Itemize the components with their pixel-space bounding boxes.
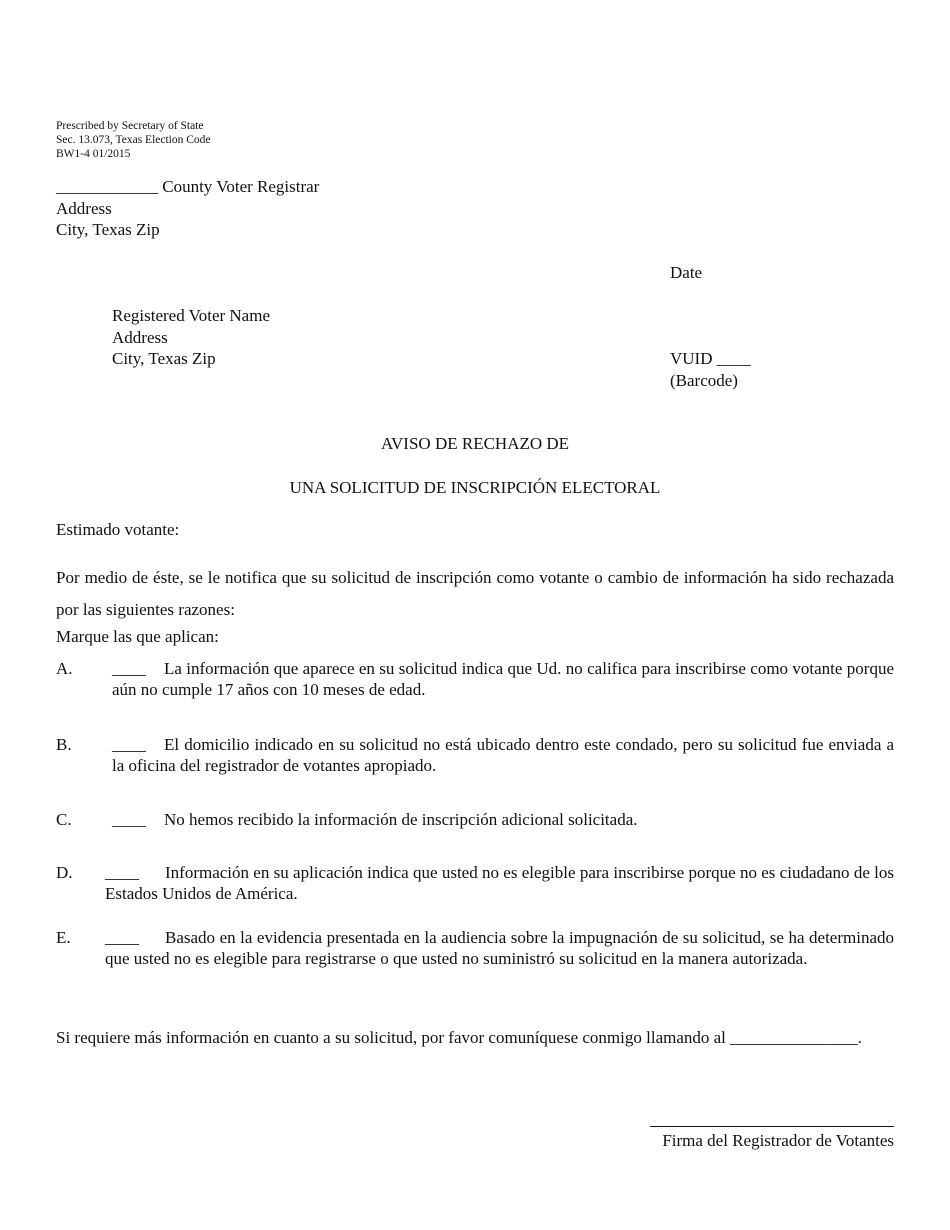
signature-line[interactable]: [650, 1126, 894, 1127]
reason-text: No hemos recibido la información de inscripción adicional solicitada.: [164, 810, 638, 829]
checkbox-blank[interactable]: ____: [105, 863, 139, 882]
reason-item-e: [56, 927, 894, 969]
checkbox-blank[interactable]: ____: [105, 928, 139, 947]
salutation: Estimado votante:: [56, 520, 180, 539]
title-line-2: UNA SOLICITUD DE INSCRIPCIÓN ELECTORAL: [289, 478, 661, 497]
checkbox-blank[interactable]: ____: [112, 810, 146, 829]
reason-letter: D.: [56, 863, 73, 882]
reason-letter: A.: [56, 659, 73, 678]
reason-letter: C.: [56, 810, 72, 829]
mark-instruction: Marque las que aplican:: [56, 627, 219, 646]
title-line-1: AVISO DE RECHAZO DE: [380, 434, 570, 453]
prescribed-text: Prescribed by Secretary of State: [56, 120, 204, 132]
vuid-label: VUID ____: [670, 349, 751, 368]
reason-text: Información en su aplicación indica que usted no es elegible para inscribirse porque no es ciudadano de los Estados Unidos de América.: [105, 863, 894, 903]
recipient-address: Address: [112, 327, 168, 347]
date-label: Date: [670, 263, 703, 282]
recipient-block: [112, 305, 270, 370]
closing-paragraph: Si requiere más información en cuanto a su solicitud, por favor comuníquese conmigo llamando al _______________.: [56, 1028, 862, 1047]
sender-city: City, Texas Zip: [56, 220, 160, 239]
reason-item-d: [56, 862, 894, 904]
barcode-label: (Barcode): [670, 370, 738, 390]
recipient-city: City, Texas Zip: [112, 349, 216, 368]
vuid-block: [670, 348, 751, 391]
reason-item-c: [56, 809, 894, 830]
form-header: [56, 119, 211, 161]
election-code-text: Sec. 13.073, Texas Election Code: [56, 134, 211, 146]
reason-item-a: [56, 658, 894, 700]
checkbox-blank[interactable]: ____: [112, 735, 146, 754]
reason-text: El domicilio indicado en su solicitud no está ubicado dentro este condado, pero su solicitud fue enviada a la oficina del registrador de votantes apropiado.: [112, 735, 894, 775]
sender-address: Address: [56, 198, 112, 218]
intro-paragraph: Por medio de éste, se le notifica que su solicitud de inscripción como votante o cambio de información ha sido rechazada por las siguientes razones:: [56, 568, 894, 619]
sender-block: [56, 176, 319, 241]
sender-registrar: ____________ County Voter Registrar: [56, 177, 320, 196]
form-id-text: BW1-4 01/2015: [56, 148, 131, 160]
reason-item-b: [56, 734, 894, 776]
checkbox-blank[interactable]: ____: [112, 659, 146, 678]
signature-label: Firma del Registrador de Votantes: [662, 1131, 894, 1150]
reason-letter: B.: [56, 735, 72, 754]
reason-letter: E.: [56, 928, 71, 947]
reason-text: Basado en la evidencia presentada en la audiencia sobre la impugnación de su solicitud, se ha determinado que usted no es elegible para registrarse o que usted no suministró su solicitud en la manera autorizada.: [105, 928, 894, 968]
reason-text: La información que aparece en su solicitud indica que Ud. no califica para inscribirse como votante porque aún no cumple 17 años con 10 meses de edad.: [112, 659, 894, 699]
recipient-name: Registered Voter Name: [112, 306, 270, 325]
